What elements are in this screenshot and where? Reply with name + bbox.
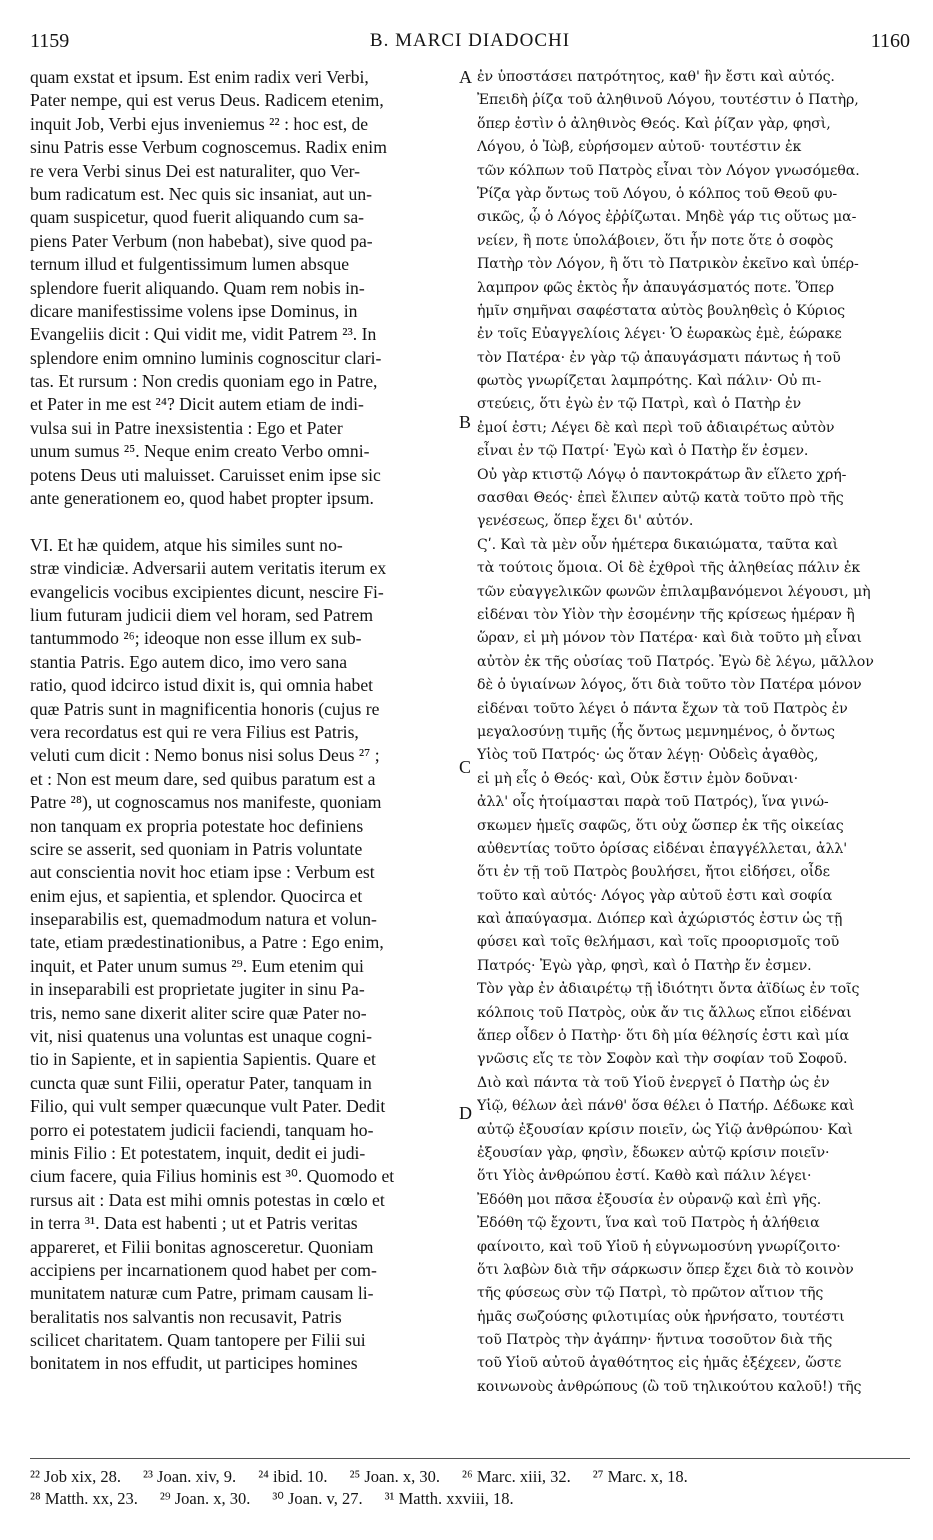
text-line: ἐμοί ἐστι; Λέγει δὲ καὶ περὶ τοῦ ἀδιαιρέτως αὐτὸν	[477, 419, 835, 436]
text-line: in terra ³¹. Data est habenti ; ut et Patris veritas	[30, 1213, 358, 1234]
text-line: splendore fuerit aliquando. Quam rem nobis in-	[30, 277, 365, 298]
page-header	[30, 30, 910, 60]
text-line: ἐν τοῖς Εὐαγγελίοις λέγει· Ὁ ἑωρακὼς ἐμὲ, ἑώρακε	[477, 326, 842, 343]
text-line: ἐν ὑποστάσει πατρότητος, καθ' ἣν ἔστι καὶ αὐτός.	[477, 69, 835, 85]
text-line: Υἱὸς τοῦ Πατρός· ὡς ὅταν λέγῃ· Οὐδεὶς ἀγαθὸς,	[477, 747, 819, 764]
text-line: re vera Verbi sinus Dei est naturaliter, quo Ver-	[30, 160, 361, 181]
text-line: φωτὸς γνωρίζεται λαμπρότης. Καὶ πάλιν· Οὐ πι-	[477, 373, 822, 390]
text-line: σικῶς, ᾧ ὁ Λόγος ἐῤῥίζωται. Μηδὲ γάρ τις οὕτως μα-	[477, 209, 857, 226]
text-line: Τὸν γὰρ ἐν ἀδιαιρέτῳ τῇ ἰδιότητι ὄντα ἀϊδίως ἐν τοῖς	[477, 981, 860, 998]
text-line: Pater nempe, qui est verus Deus. Radicem etenim,	[30, 90, 384, 111]
section-marker-d: D	[459, 1103, 472, 1123]
text-line: Οὐ γὰρ κτιστῷ Λόγῳ ὁ παντοκράτωρ ἂν εἵλετο χρή-	[477, 466, 847, 483]
footnote: ³⁰ Joan. v, 27.	[272, 1489, 363, 1508]
text-line: scilicet charitatem. Quam tantopere per Filii sui	[30, 1330, 366, 1351]
text-line: veluti cum dicit : Nemo bonus nisi solus Deus ²⁷ ;	[30, 745, 380, 766]
text-line: Ϛʹ. Καὶ τὰ μὲν οὖν ἡμέτερα δικαιώματα, ταῦτα καὶ	[477, 536, 839, 553]
text-line: appareret, et Filii bonitas agnosceretur. Quoniam	[30, 1236, 374, 1257]
text-line: ἅπερ οἶδεν ὁ Πατὴρ· ὅτι δὴ μία θέλησίς ἐστι καὶ μία	[477, 1028, 849, 1045]
text-line: γνῶσις εἴς τε τὸν Σοφὸν καὶ τὴν σοφίαν τοῦ Σοφοῦ.	[477, 1051, 848, 1068]
text-line: στεύεις, ὅτι ἐγὼ ἐν τῷ Πατρὶ, καὶ ὁ Πατὴρ ἐν	[477, 396, 801, 413]
text-line: Λόγου, ὁ Ἰὼβ, εὑρήσομεν αὐτοῦ· τουτέστιν ἐκ	[477, 139, 802, 156]
text-line: tate, etiam prædestinationibus, a Patre : Ego enim,	[30, 932, 384, 953]
text-line: ἐξουσίαν γὰρ, φησὶν, ἔδωκεν αὐτῷ κρίσιν ποιεῖν·	[477, 1144, 830, 1161]
text-line: τοῦ Υἱοῦ αὐτοῦ ἀγαθότητος εἰς ἡμᾶς ἐξέχεεν, ὥστε	[477, 1355, 842, 1372]
text-line: aut conscientia novit hoc etiam ipse : Verbum est	[30, 862, 375, 883]
text-line: ἡμῖν σημῆναι σαφέστατα αὐτὸς βουληθεὶς ὁ Κύριος	[477, 302, 845, 319]
text-line: δὲ ὁ ὑγιαίνων λόγος, ὅτι διὰ τοῦτο τὸν Πατέρα μόνον	[477, 677, 862, 694]
text-line: quam suspicetur, quod fuerit aliquando cum sa-	[30, 207, 364, 228]
text-line: σκωμεν ἡμεῖς σαφῶς, ὅτι οὐχ ὥσπερ ἐκ τῆς οἰκείας	[477, 817, 844, 834]
text-line: VI. Et hæ quidem, atque his similes sunt no-	[30, 534, 343, 555]
text-line: τὰ τούτοις ὅμοια. Οἱ δὲ ἐχθροὶ τῆς ἀληθείας πάλιν ἐκ	[477, 560, 861, 577]
text-line: κόλποις τοῦ Πατρὸς, οὐκ ἄν τις ἄλλως εἴποι εἰδέναι	[477, 1004, 852, 1021]
text-line: tio in Sapiente, et in sapientia Sapientis. Quare et	[30, 1049, 376, 1070]
text-line: ὥραν, εἰ μὴ μόνον τὸν Πατέρα· καὶ διὰ τοῦτο μὴ εἶναι	[477, 630, 862, 647]
text-line: inseparabilis est, quemadmodum natura et volun-	[30, 909, 377, 930]
footnote: ³¹ Matth. xxviii, 18.	[384, 1489, 514, 1508]
text-line: bonitatem in nos effudit, ut participes homines	[30, 1353, 358, 1374]
text-line: rursus ait : Data est mihi omnis potestas in cœlo et	[30, 1189, 385, 1210]
footnote: ²⁸ Matth. xx, 23.	[30, 1489, 138, 1508]
text-line: εἰδέναι τὸν Υἱὸν τὴν ἐσομένην τῆς κρίσεως ἡμέραν ἢ	[477, 606, 855, 623]
text-line: inquit Job, Verbi ejus inveniemus ²² : hoc est, de	[30, 113, 369, 134]
text-line: ratio, quod idcirco istud dixit is, qui omnia habet	[30, 675, 374, 696]
page-number-left: 1159	[30, 30, 70, 52]
text-line: dicare manifestissime volens ipse Dominus, in	[30, 300, 358, 321]
footnote: ²⁴ ibid. 10.	[258, 1467, 328, 1486]
text-line: τοῦτο καὶ αὐτός· Λόγος γὰρ αὐτοῦ ἐστι καὶ σοφία	[477, 887, 833, 904]
text-line: Πατρός· Ἐγὼ γὰρ, φησὶ, καὶ ὁ Πατὴρ ἕν ἐσμεν.	[477, 957, 812, 974]
text-line: tris, nemo sane dixerit aliter scire quæ Pater no-	[30, 1002, 367, 1023]
text-line: stræ vindiciæ. Adversarii autem veritatis iterum ex	[30, 558, 387, 579]
text-line: τῆς φύσεως σὺν τῷ Πατρὶ, τὸ πρῶτον αἴτιον τῆς	[477, 1285, 824, 1302]
text-line: αὐτὸν ἐκ τῆς οὐσίας τοῦ Πατρός. Ἐγὼ δὲ λέγω, μᾶλλον	[477, 653, 874, 670]
text-line: splendore enim omnino luminis cognoscitur clari-	[30, 347, 382, 368]
text-line: unum sumus ²⁵. Neque enim creato Verbo omni-	[30, 441, 370, 462]
footnote: ²⁷ Marc. x, 18.	[592, 1467, 688, 1486]
text-line: Filio, qui vult semper quæcunque vult Pater. Dedit	[30, 1096, 386, 1117]
running-title: B. MARCI DIADOCHI	[369, 30, 571, 51]
text-line: καὶ ἀπαύγασμα. Διόπερ καὶ ἀχώριστός ἐστιν ὡς τῇ	[477, 911, 843, 928]
footnote: ²² Job xix, 28.	[30, 1467, 122, 1486]
greek-column	[477, 66, 909, 1399]
text-line: γενέσεως, ὅπερ ἔχει δι' αὐτόν.	[477, 513, 694, 530]
text-line: τῶν κόλπων τοῦ Πατρὸς εἶναι τὸν Λόγον γνωσόμεθα.	[477, 162, 860, 179]
text-line: ternum illud et fulgentissimum lumen absque	[30, 254, 350, 275]
text-line: Πατὴρ τὸν Λόγον, ἢ ὅτι τὸ Πατρικὸν ἐκεῖνο καὶ ὑπέρ-	[477, 256, 859, 273]
text-line: lium futuram judicii diem vel horam, sed Patrem	[30, 604, 374, 625]
text-line: ante generationem eo, quod habet propter ipsum.	[30, 488, 374, 509]
text-line: τὸν Πατέρα· ἐν γὰρ τῷ ἀπαυγάσματι πάντως ἡ τοῦ	[477, 349, 841, 366]
page-number-right: 1160	[870, 30, 910, 52]
text-line: in inseparabili est proprietate jugiter in sinu Pa-	[30, 979, 365, 1000]
text-line: ὅτι ἐν τῇ τοῦ Πατρὸς βουλήσει, ἤτοι εἰδήσει, οἶδε	[477, 864, 830, 881]
text-line: εἰ μὴ εἷς ὁ Θεός· καὶ, Οὐκ ἔστιν ἐμὸν δοῦναι·	[477, 770, 799, 787]
text-line: λαμπρον φῶς ἐκτὸς ἦν ἀπαυγάσματός ποτε. Ὅπερ	[477, 279, 834, 296]
text-line: et Pater in me est ²⁴? Dicit autem etiam de indi-	[30, 394, 364, 415]
text-line: porro ei potestatem judicii faciendi, tanquam ho-	[30, 1119, 374, 1140]
footnote: ²⁵ Joan. x, 30.	[349, 1467, 441, 1486]
text-line: εἶναι ἐν τῷ Πατρί· Ἐγὼ καὶ ὁ Πατὴρ ἕν ἐσμεν.	[477, 443, 809, 460]
text-line: beralitatis nos salvantis non recusavit, Patris	[30, 1306, 342, 1327]
text-line: νείεν, ἢ ποτε ὑπολάβοιεν, ὅτι ἦν ποτε ὅτε ὁ σοφὸς	[477, 232, 834, 249]
text-line: Ἐδόθη τῷ ἔχοντι, ἵνα καὶ τοῦ Πατρὸς ἡ ἀλήθεια	[477, 1215, 820, 1232]
footnote: ²⁹ Joan. x, 30.	[159, 1489, 251, 1508]
footnote-rule	[30, 1458, 910, 1459]
text-line: vera recordatus est qui re vera Filius est Patris,	[30, 721, 359, 742]
text-line: sinu Patris esse Verbum cognoscemus. Radix enim	[30, 137, 387, 158]
text-line: κοινωνοὺς ἀνθρώπους (ὢ τοῦ τηλικούτου καλοῦ!) τῆς	[477, 1378, 862, 1395]
text-line: bum radicatum est. Nec quis sic insaniat, aut un-	[30, 183, 373, 204]
text-line: αὐτῷ ἐξουσίαν κρίσιν ποιεῖν, ὡς Υἱῷ ἀνθρώπου· Καὶ	[477, 1121, 853, 1138]
section-marker-a: A	[459, 67, 472, 87]
text-line: et : Non est meum dare, sed quibus paratum est a	[30, 768, 376, 789]
text-line: quæ Patris sunt in magnificentia honoris (cujus re	[30, 698, 380, 719]
text-line: vit, nisi quatenus una voluntas est unaque cogni-	[30, 1026, 373, 1047]
text-line: cium facere, quia Filius hominis est ³⁰. Quomodo et	[30, 1166, 395, 1187]
text-line: Ἐπειδὴ ῥίζα τοῦ ἀληθινοῦ Λόγου, τουτέστιν ὁ Πατὴρ,	[477, 92, 859, 109]
text-line: enim ejus, et sapientia, et splendor. Quocirca et	[30, 885, 363, 906]
text-line: Patre ²⁸), ut cognoscamus nos manifeste, quoniam	[30, 792, 382, 813]
text-line: τοῦ Πατρὸς τὴν ἀγάπην· ἥντινα τοσοῦτον διὰ τῆς	[477, 1332, 833, 1349]
text-line: cuncta quæ sunt Filii, operatur Pater, tanquam in	[30, 1072, 372, 1093]
text-line: munitatem naturæ cum Patre, primam causam li-	[30, 1283, 374, 1304]
text-line: φαίνοιτο, καὶ τοῦ Υἱοῦ ἡ εὐγνωμοσύνη γνωρίζοιτο·	[477, 1238, 841, 1255]
footnote: ²⁶ Marc. xiii, 32.	[462, 1467, 571, 1486]
text-line	[30, 510, 455, 533]
footnote: ²³ Joan. xiv, 9.	[143, 1467, 237, 1486]
text-line: Ῥίζα γὰρ ὄντως τοῦ Λόγου, ὁ κόλπος τοῦ Θεοῦ φυ-	[477, 185, 838, 202]
text-line: non tanquam ex propria potestate hoc definiens	[30, 815, 364, 836]
text-line: ἡμᾶς σωζούσης φιλοτιμίας οὐκ ἠρνήσατο, τουτέστι	[477, 1308, 845, 1325]
text-line: ὅτι Υἱὸς ἀνθρώπου ἐστί. Καθὸ καὶ πάλιν λέγει·	[477, 1168, 812, 1185]
text-line: μεγαλοσύνῃ τιμῆς (ἧς ὄντως μεμνημένος, ὁ ὄντως	[477, 723, 835, 740]
text-line: stantia Patris. Ego autem dico, imo vero sana	[30, 651, 348, 672]
text-line: tas. Et rursum : Non credis quoniam ego in Patre,	[30, 371, 378, 392]
section-marker-c: C	[459, 757, 472, 777]
footnote-line-2	[30, 1488, 910, 1510]
text-line: piens Pater Verbum (non habebat), sive quod pa-	[30, 230, 373, 251]
text-line: τῶν εὐαγγελικῶν φωνῶν ἐπιλαμβανόμενοι λέγουσι, μὴ	[477, 583, 871, 600]
section-marker-b: B	[459, 412, 472, 432]
text-line: ὅπερ ἐστὶν ὁ ἀληθινὸς Θεός. Καὶ ῥίζαν γὰρ, φησὶ,	[477, 115, 831, 132]
text-line: tantummodo ²⁶; ideoque non esse illum ex sub-	[30, 628, 362, 649]
footnote-line-1	[30, 1466, 910, 1488]
text-line: minis Filio : Et potestatem, inquit, dedit ei judi-	[30, 1142, 366, 1163]
text-line: εἰδέναι τοῦτο λέγει ὁ πάντα ἔχων τὰ τοῦ Πατρὸς ἐν	[477, 700, 848, 717]
text-line: vulsa sui in Patre inexsistentia : Ego et Pater	[30, 417, 343, 438]
footnotes	[30, 1466, 910, 1510]
text-line: ἀλλ' οἷς ἡτοίμασται παρὰ τοῦ Πατρός), ἵνα γινώ-	[477, 794, 829, 811]
text-line: evangelicis vocibus excipientes dicunt, nescire Fi-	[30, 581, 384, 602]
text-line: Ἐδόθη μοι πᾶσα ἐξουσία ἐν οὐρανῷ καὶ ἐπὶ γῆς.	[477, 1191, 822, 1208]
latin-column	[30, 66, 455, 1376]
text-line: σασθαι Θεός· ἐπεὶ ἔλιπεν αὐτῷ κατὰ τοῦτο πρὸ τῆς	[477, 490, 844, 507]
text-line: φύσει καὶ τοῖς θελήμασι, καὶ τοῖς προορισμοῖς τοῦ	[477, 934, 840, 951]
text-line: αὐθεντίας τοῦτο ὁρίσας εἰδέναι ἐπαγγέλλεται, ἀλλ'	[477, 840, 848, 857]
text-line: Υἱῷ, θέλων ἀεὶ πάνθ' ὅσα θέλει ὁ Πατήρ. Δέδωκε καὶ	[477, 1098, 855, 1115]
text-line: Evangeliis dicit : Qui vidit me, vidit Patrem ²³. In	[30, 324, 377, 345]
text-line: Διὸ καὶ πάντα τὰ τοῦ Υἱοῦ ἐνεργεῖ ὁ Πατὴρ ὡς ἐν	[477, 1074, 830, 1091]
text-line: quam exstat et ipsum. Est enim radix veri Verbi,	[30, 67, 369, 87]
text-line: potens Deus uti maluisset. Caruisset enim ipse sic	[30, 464, 381, 485]
text-line: inquit, et Pater unum sumus ²⁹. Eum etenim qui	[30, 955, 364, 976]
text-line: accipiens per incarnationem quod habet per com-	[30, 1259, 377, 1280]
text-line: ὅτι λαβὼν διὰ τῆν σάρκωσιν ὅπερ ἔχει διὰ τὸ κοινὸν	[477, 1261, 854, 1278]
text-line: scire se asserit, sed quoniam in Patris voluntate	[30, 838, 363, 859]
